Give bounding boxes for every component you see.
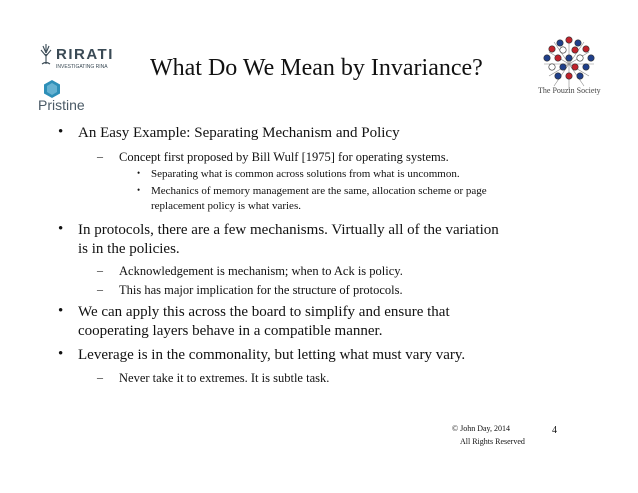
bullet-marker: • [137,168,141,178]
bullet-4: Leverage is in the commonality, but letting what must vary vary. [78,347,466,363]
bullet-marker: • [58,346,64,362]
bullet-marker: • [58,303,64,319]
sub-bullet-4-1: Never take it to extremes. It is subtle task. [119,371,330,385]
sub-bullet-1-1: Concept first proposed by Bill Wulf [1975] for operating systems. [119,150,449,164]
bullet-2-line1: In protocols, there are a few mechanisms. Virtually all of the variation [78,222,499,238]
page-number: 4 [552,425,557,436]
rights-notice: All Rights Reserved [460,437,525,446]
rirati-subtitle: INVESTIGATING RINA [56,64,108,70]
rirati-logo [38,40,138,72]
pristine-logo [38,80,110,112]
dash-marker: – [97,282,103,296]
bullet-3-line2: cooperating layers behave in a compatible manner. [78,323,383,339]
bullet-1: An Easy Example: Separating Mechanism and Policy [78,125,400,141]
copyright-notice: © John Day, 2014 [452,424,510,433]
dash-marker: – [97,149,103,163]
bullet-2-line2: is in the policies. [78,241,180,257]
bullet-marker: • [58,221,64,237]
dash-marker: – [97,263,103,277]
sub-sub-bullet-1-1-1: Separating what is common across solutions from what is uncommon. [151,168,460,180]
bullet-marker: • [58,124,64,140]
dash-marker: – [97,370,103,384]
pouzin-society-label: The Pouzin Society [538,86,601,95]
bullet-marker: • [137,185,141,195]
sub-bullet-2-1: Acknowledgement is mechanism; when to Ack is policy. [119,264,403,278]
slide-title: What Do We Mean by Invariance? [150,55,483,81]
rirati-wordmark: RIRATI [56,46,114,63]
pristine-wordmark: Pristine [38,97,85,112]
sub-bullet-2-2: This has major implication for the structure of protocols. [119,283,403,297]
sub-sub-bullet-1-1-2-line1: Mechanics of memory management are the same, allocation scheme or page [151,185,487,197]
bullet-3-line1: We can apply this across the board to simplify and ensure that [78,304,450,320]
sub-sub-bullet-1-1-2-line2: replacement policy is what varies. [151,200,301,212]
